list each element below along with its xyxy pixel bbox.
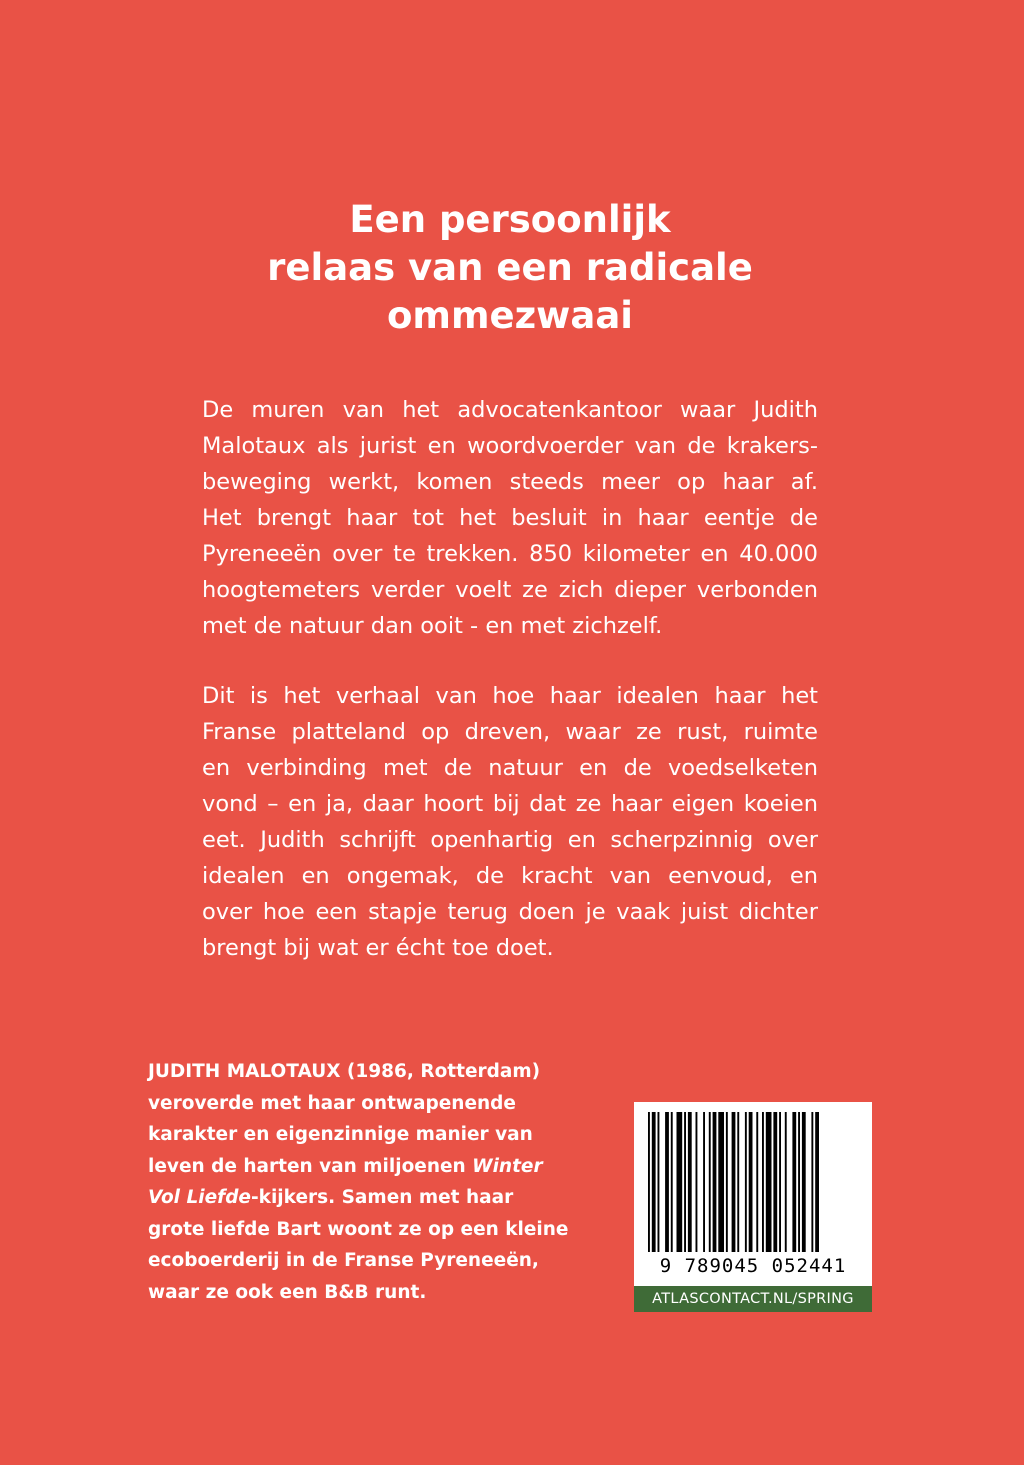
headline	[230, 196, 790, 340]
headline-line-3: ommezwaai	[387, 294, 633, 337]
blurb-line: en verbinding met de natuur en de voedselketen	[202, 755, 818, 781]
headline-line-1: Een persoonlijk	[349, 198, 671, 241]
barcode-bar	[658, 1112, 660, 1252]
barcode-bar	[802, 1112, 806, 1252]
headline-line-2: relaas van een radicale	[267, 246, 753, 289]
blurb-line: Pyreneeën over te trekken. 850 kilometer en 40.000	[202, 541, 818, 567]
barcode-bar	[677, 1112, 683, 1252]
bio-text: -kijkers. Samen met haar	[250, 1187, 514, 1208]
bio-line: JUDITH MALOTAUX (1986, Rotterdam)	[148, 1061, 541, 1082]
blurb-line: Het brengt haar tot het besluit in haar eentje de	[202, 505, 818, 531]
publisher-website: ATLASCONTACT.NL/SPRING	[634, 1286, 872, 1312]
blurb-line: beweging werkt, komen steeds meer op haar af.	[202, 469, 818, 495]
barcode-bar	[709, 1112, 711, 1252]
barcode	[634, 1102, 872, 1286]
barcode-bars	[634, 1102, 872, 1254]
barcode-bar	[732, 1112, 736, 1252]
blurb-paragraph-2	[202, 678, 818, 966]
barcode-bar	[779, 1112, 781, 1252]
blurb-line: vond – en ja, daar hoort bij dat ze haar eigen koeien	[202, 791, 818, 817]
barcode-bar	[792, 1112, 796, 1252]
barcode-bar	[718, 1112, 724, 1252]
barcode-bar	[815, 1112, 819, 1252]
show-title-part-1: Winter	[472, 1155, 543, 1177]
blurb-paragraph-1	[202, 392, 818, 644]
blurb-line: eet. Judith schrijft openhartig en scherpzinnig over	[202, 827, 818, 853]
barcode-bar	[749, 1112, 753, 1252]
barcode-bar	[671, 1112, 673, 1252]
blurb-line: met de natuur dan ooit - en met zichzelf.	[202, 613, 663, 639]
barcode-bar	[756, 1112, 758, 1252]
barcode-bar	[762, 1112, 764, 1252]
blurb-line: Franse platteland op dreven, waar ze rust, ruimte	[202, 719, 818, 745]
barcode-bar	[696, 1112, 698, 1252]
blurb-line: hoogtemeters verder voelt ze zich dieper verbonden	[202, 577, 818, 603]
barcode-bar	[766, 1112, 772, 1252]
barcode-bar	[713, 1112, 717, 1252]
barcode-bar	[652, 1112, 656, 1252]
blurb-line: idealen en ongemak, de kracht van eenvoud, en	[202, 863, 818, 889]
barcode-bar	[737, 1112, 739, 1252]
blurb-line: brengt bij wat er écht toe doet.	[202, 935, 554, 961]
barcode-bar	[745, 1112, 747, 1252]
blurb-line: Dit is het verhaal van hoe haar idealen haar het	[202, 683, 818, 709]
barcode-bar	[785, 1112, 787, 1252]
bio-line: waar ze ook een B&B runt.	[148, 1281, 427, 1303]
isbn-number: 9 789045 052441	[659, 1255, 847, 1277]
blurb-line: over hoe een stapje terug doen je vaak juist dichter	[202, 899, 818, 925]
barcode-bar	[648, 1112, 650, 1252]
bio-line	[148, 1182, 598, 1214]
bio-text: leven de harten van miljoenen	[148, 1155, 473, 1177]
bio-line: grote liefde Bart woont ze op een kleine	[148, 1218, 569, 1240]
author-bio	[148, 1056, 598, 1308]
barcode-bar	[665, 1112, 669, 1252]
barcode-bar	[811, 1112, 813, 1252]
barcode-bar	[684, 1112, 686, 1252]
bio-line: veroverde met haar ontwapenende	[148, 1092, 516, 1114]
barcode-bar	[726, 1112, 728, 1252]
bio-line: karakter en eigenzinnige manier van	[148, 1124, 533, 1145]
barcode-bar	[773, 1112, 777, 1252]
blurb-line: Malotaux als jurist en woordvoerder van de krakers-	[202, 433, 818, 459]
show-title-part-2: Vol Liefde	[148, 1187, 251, 1208]
barcode-bar	[703, 1112, 705, 1252]
blurb-line: De muren van het advocatenkantoor waar Judith	[202, 397, 818, 423]
barcode-bar	[688, 1112, 692, 1252]
bio-line	[148, 1151, 598, 1183]
barcode-bar	[798, 1112, 800, 1252]
bio-line: ecoboerderij in de Franse Pyreneeën,	[148, 1250, 539, 1271]
